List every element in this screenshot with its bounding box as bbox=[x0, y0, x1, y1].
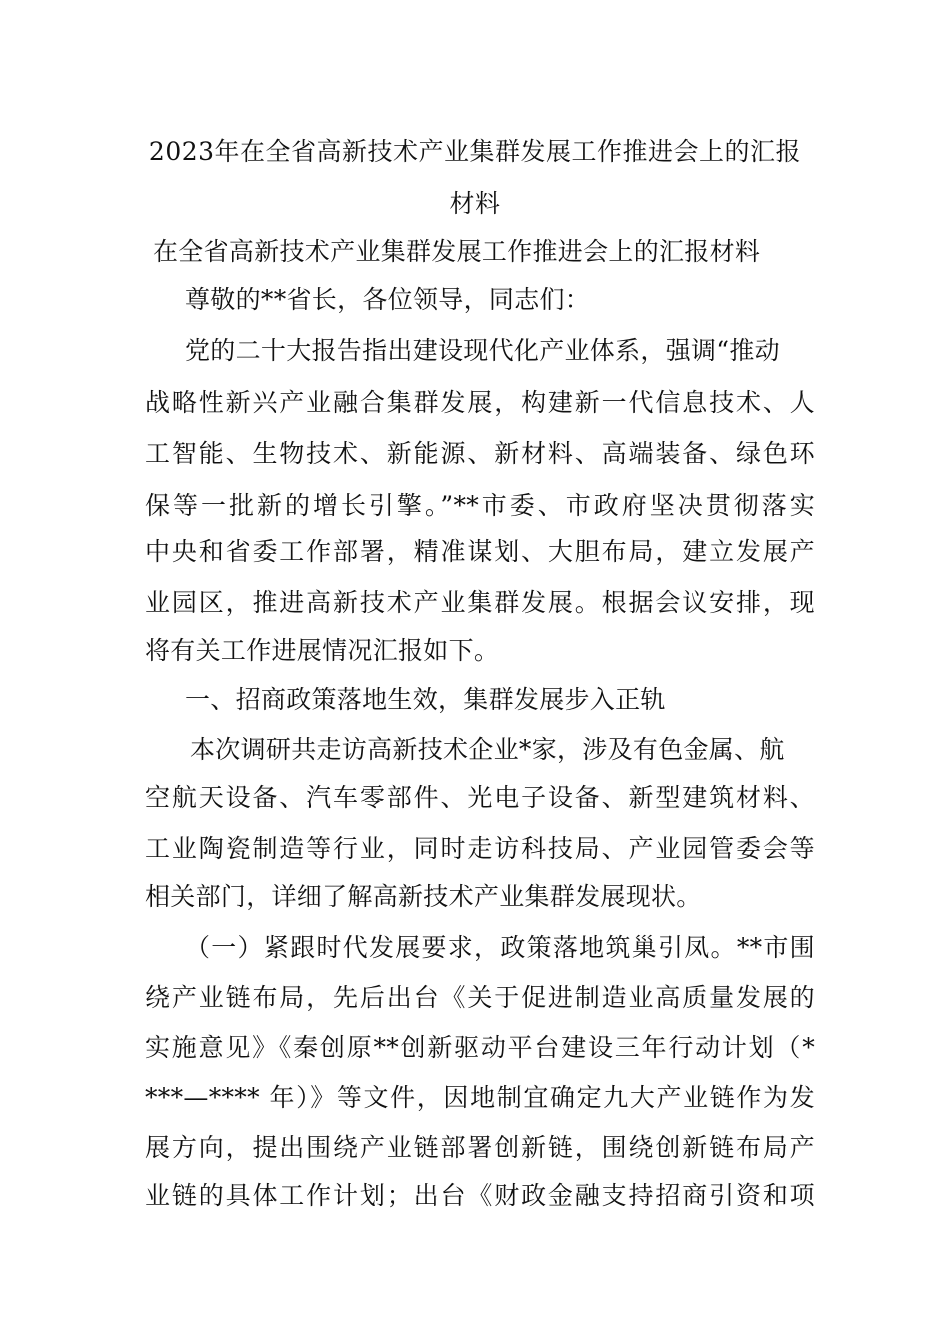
paragraph-2-line: 本次调研共走访高新技术企业*家，涉及有色金属、航 bbox=[190, 735, 785, 764]
paragraph-1-line: 将有关工作进展情况汇报如下。 bbox=[145, 636, 500, 665]
paragraph-3-line: 实施意见》《秦创原**创新驱动平台建设三年行动计划（* bbox=[145, 1033, 815, 1062]
paragraph-2-line: 空航天设备、汽车零部件、光电子设备、新型建筑材料、 bbox=[145, 783, 815, 812]
paragraph-3-line: 展方向，提出围绕产业链部署创新链，围绕创新链布局产 bbox=[145, 1133, 815, 1162]
document-subtitle: 在全省高新技术产业集群发展工作推进会上的汇报材料 bbox=[153, 237, 761, 266]
paragraph-2-line: 工业陶瓷制造等行业，同时走访科技局、产业园管委会等 bbox=[145, 834, 815, 863]
paragraph-3-line: （一）紧跟时代发展要求，政策落地筑巢引凤。**市围 bbox=[185, 933, 815, 962]
paragraph-1-line: 保等一批新的增长引擎。”**市委、市政府坚决贯彻落实 bbox=[145, 491, 815, 520]
document-title-line-2: 材料 bbox=[449, 189, 501, 218]
paragraph-1-line: 中央和省委工作部署，精准谋划、大胆布局，建立发展产 bbox=[145, 537, 815, 566]
document-title-line-1: 2023年在全省高新技术产业集群发展工作推进会上的汇报 bbox=[148, 137, 802, 166]
paragraph-1-line: 战略性新兴产业融合集群发展，构建新一代信息技术、人 bbox=[145, 388, 815, 417]
salutation: 尊敬的**省长，各位领导，同志们： bbox=[185, 285, 591, 314]
paragraph-1-line: 党的二十大报告指出建设现代化产业体系，强调“推动 bbox=[185, 336, 780, 365]
paragraph-1-line: 业园区，推进高新技术产业集群发展。根据会议安排，现 bbox=[145, 588, 815, 617]
paragraph-1-line: 工智能、生物技术、新能源、新材料、高端装备、绿色环 bbox=[145, 439, 815, 468]
paragraph-2-line: 相关部门，详细了解高新技术产业集群发展现状。 bbox=[145, 882, 702, 911]
paragraph-3-line: 绕产业链布局，先后出台《关于促进制造业高质量发展的 bbox=[145, 983, 815, 1012]
paragraph-3-line: ***—**** 年）》等文件，因地制宜确定九大产业链作为发 bbox=[145, 1083, 815, 1112]
paragraph-3-line: 业链的具体工作计划；出台《财政金融支持招商引资和项 bbox=[145, 1181, 815, 1210]
section-heading-1: 一、招商政策落地生效，集群发展步入正轨 bbox=[185, 685, 666, 714]
